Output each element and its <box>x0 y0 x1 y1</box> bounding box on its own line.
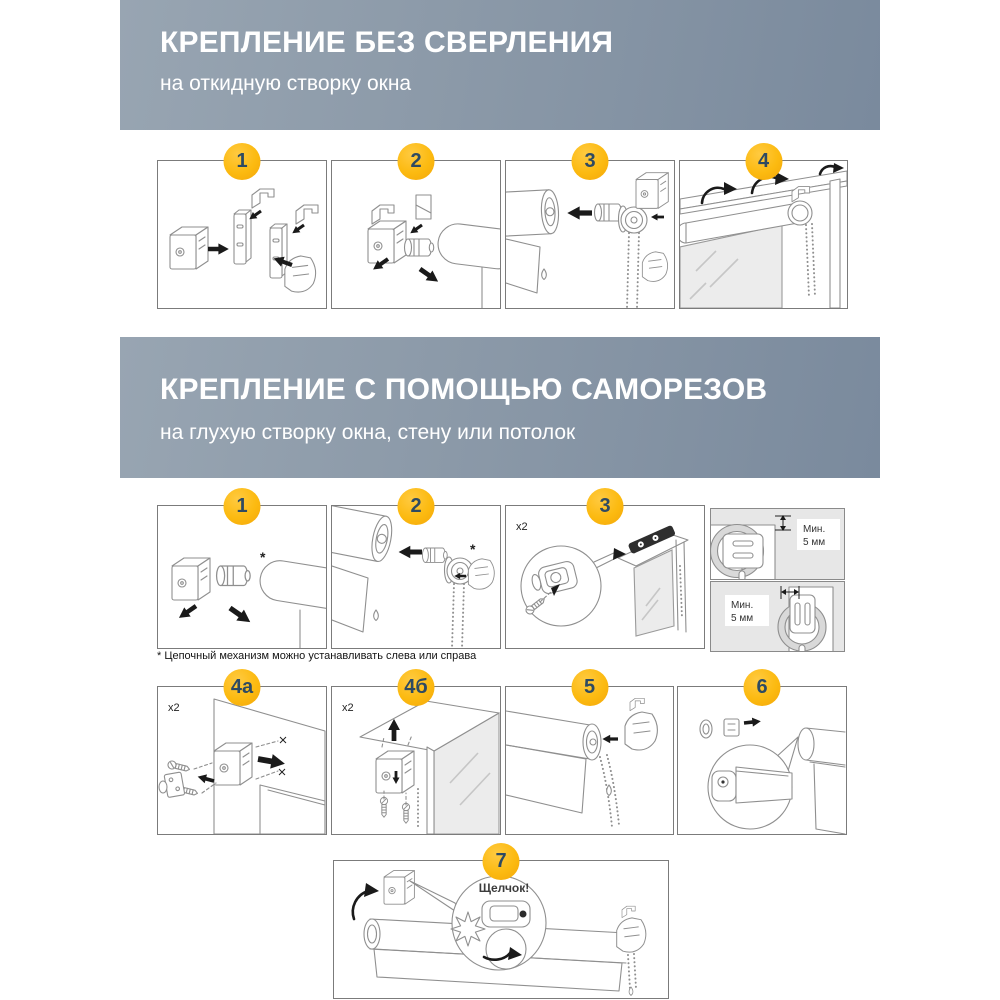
min-clearance-label: Мин. <box>731 600 754 611</box>
section1-subtitle: на откидную створку окна <box>160 72 412 95</box>
illustration-wall-mount <box>158 687 326 834</box>
illustration-clearance-side-view <box>711 509 844 579</box>
panel-screws-step4b <box>331 676 501 835</box>
step-badge: 3 <box>572 143 609 180</box>
detail-clearance-bottom <box>710 581 845 652</box>
illustration-attach-cover <box>506 687 673 834</box>
panel-nodrill-step1 <box>157 150 327 309</box>
panel-nodrill-step3 <box>505 150 675 309</box>
click-callout-label: Щелчок! <box>478 881 530 895</box>
panel-screws-step7 <box>333 850 669 999</box>
section2-subtitle: на глухую створку окна, стену или потолок <box>160 421 576 444</box>
header-no-drilling <box>120 0 880 130</box>
panel-nodrill-step4 <box>679 150 848 309</box>
header-with-screws <box>120 337 880 478</box>
illustration-click-into-brackets <box>334 861 668 998</box>
section1-title: КРЕПЛЕНИЕ БЕЗ СВЕРЛЕНИЯ <box>160 26 614 59</box>
footnote-marker: * <box>260 549 266 565</box>
detail-clearance-top <box>710 508 845 580</box>
illustration-ceiling-mount <box>332 687 500 834</box>
illustration-bracket-pin <box>158 506 326 648</box>
step-badge: 2 <box>398 488 435 525</box>
panel-screws-step2 <box>331 495 501 649</box>
count-label: x2 <box>168 702 180 714</box>
step-badge: 1 <box>224 488 261 525</box>
panel-screws-step1 <box>157 495 327 649</box>
illustration-mounted-on-sash <box>680 161 847 308</box>
illustration-screw-bracket-level <box>506 506 704 648</box>
step-badge: 5 <box>571 669 608 706</box>
count-label: x2 <box>516 521 528 533</box>
step-badge: 4 <box>745 143 782 180</box>
illustration-assemble-brackets <box>158 161 326 308</box>
panel-screws-step6 <box>677 676 847 835</box>
click-starburst-icon <box>451 912 485 946</box>
step-badge: 4а <box>224 669 261 706</box>
section2-title: КРЕПЛЕНИЕ С ПОМОЩЬЮ САМОРЕЗОВ <box>160 373 768 406</box>
footnote-marker: * <box>470 541 476 557</box>
min-clearance-value: 5 мм <box>803 537 826 548</box>
step-badge: 7 <box>483 843 520 880</box>
illustration-clearance-top-view <box>711 582 844 651</box>
step-badge: 3 <box>587 488 624 525</box>
footnote: * Цепочный механизм можно устанавливать слева или справа <box>157 650 477 662</box>
panel-screws-step3 <box>505 495 705 649</box>
illustration-end-cap-detail <box>678 687 846 834</box>
illustration-insert-mechanism-screws <box>332 506 500 648</box>
min-clearance-value: 5 мм <box>731 613 754 624</box>
step-badge: 1 <box>224 143 261 180</box>
illustration-bracket-pin-tube <box>332 161 500 308</box>
panel-screws-step4a <box>157 676 327 835</box>
count-label: x2 <box>342 702 354 714</box>
panel-screws-step5 <box>505 676 674 835</box>
step-badge: 6 <box>744 669 781 706</box>
step-badge: 2 <box>398 143 435 180</box>
step-badge: 4б <box>398 669 435 706</box>
min-clearance-label: Мин. <box>803 524 826 535</box>
panel-nodrill-step2 <box>331 150 501 309</box>
illustration-insert-mechanism <box>506 161 674 308</box>
